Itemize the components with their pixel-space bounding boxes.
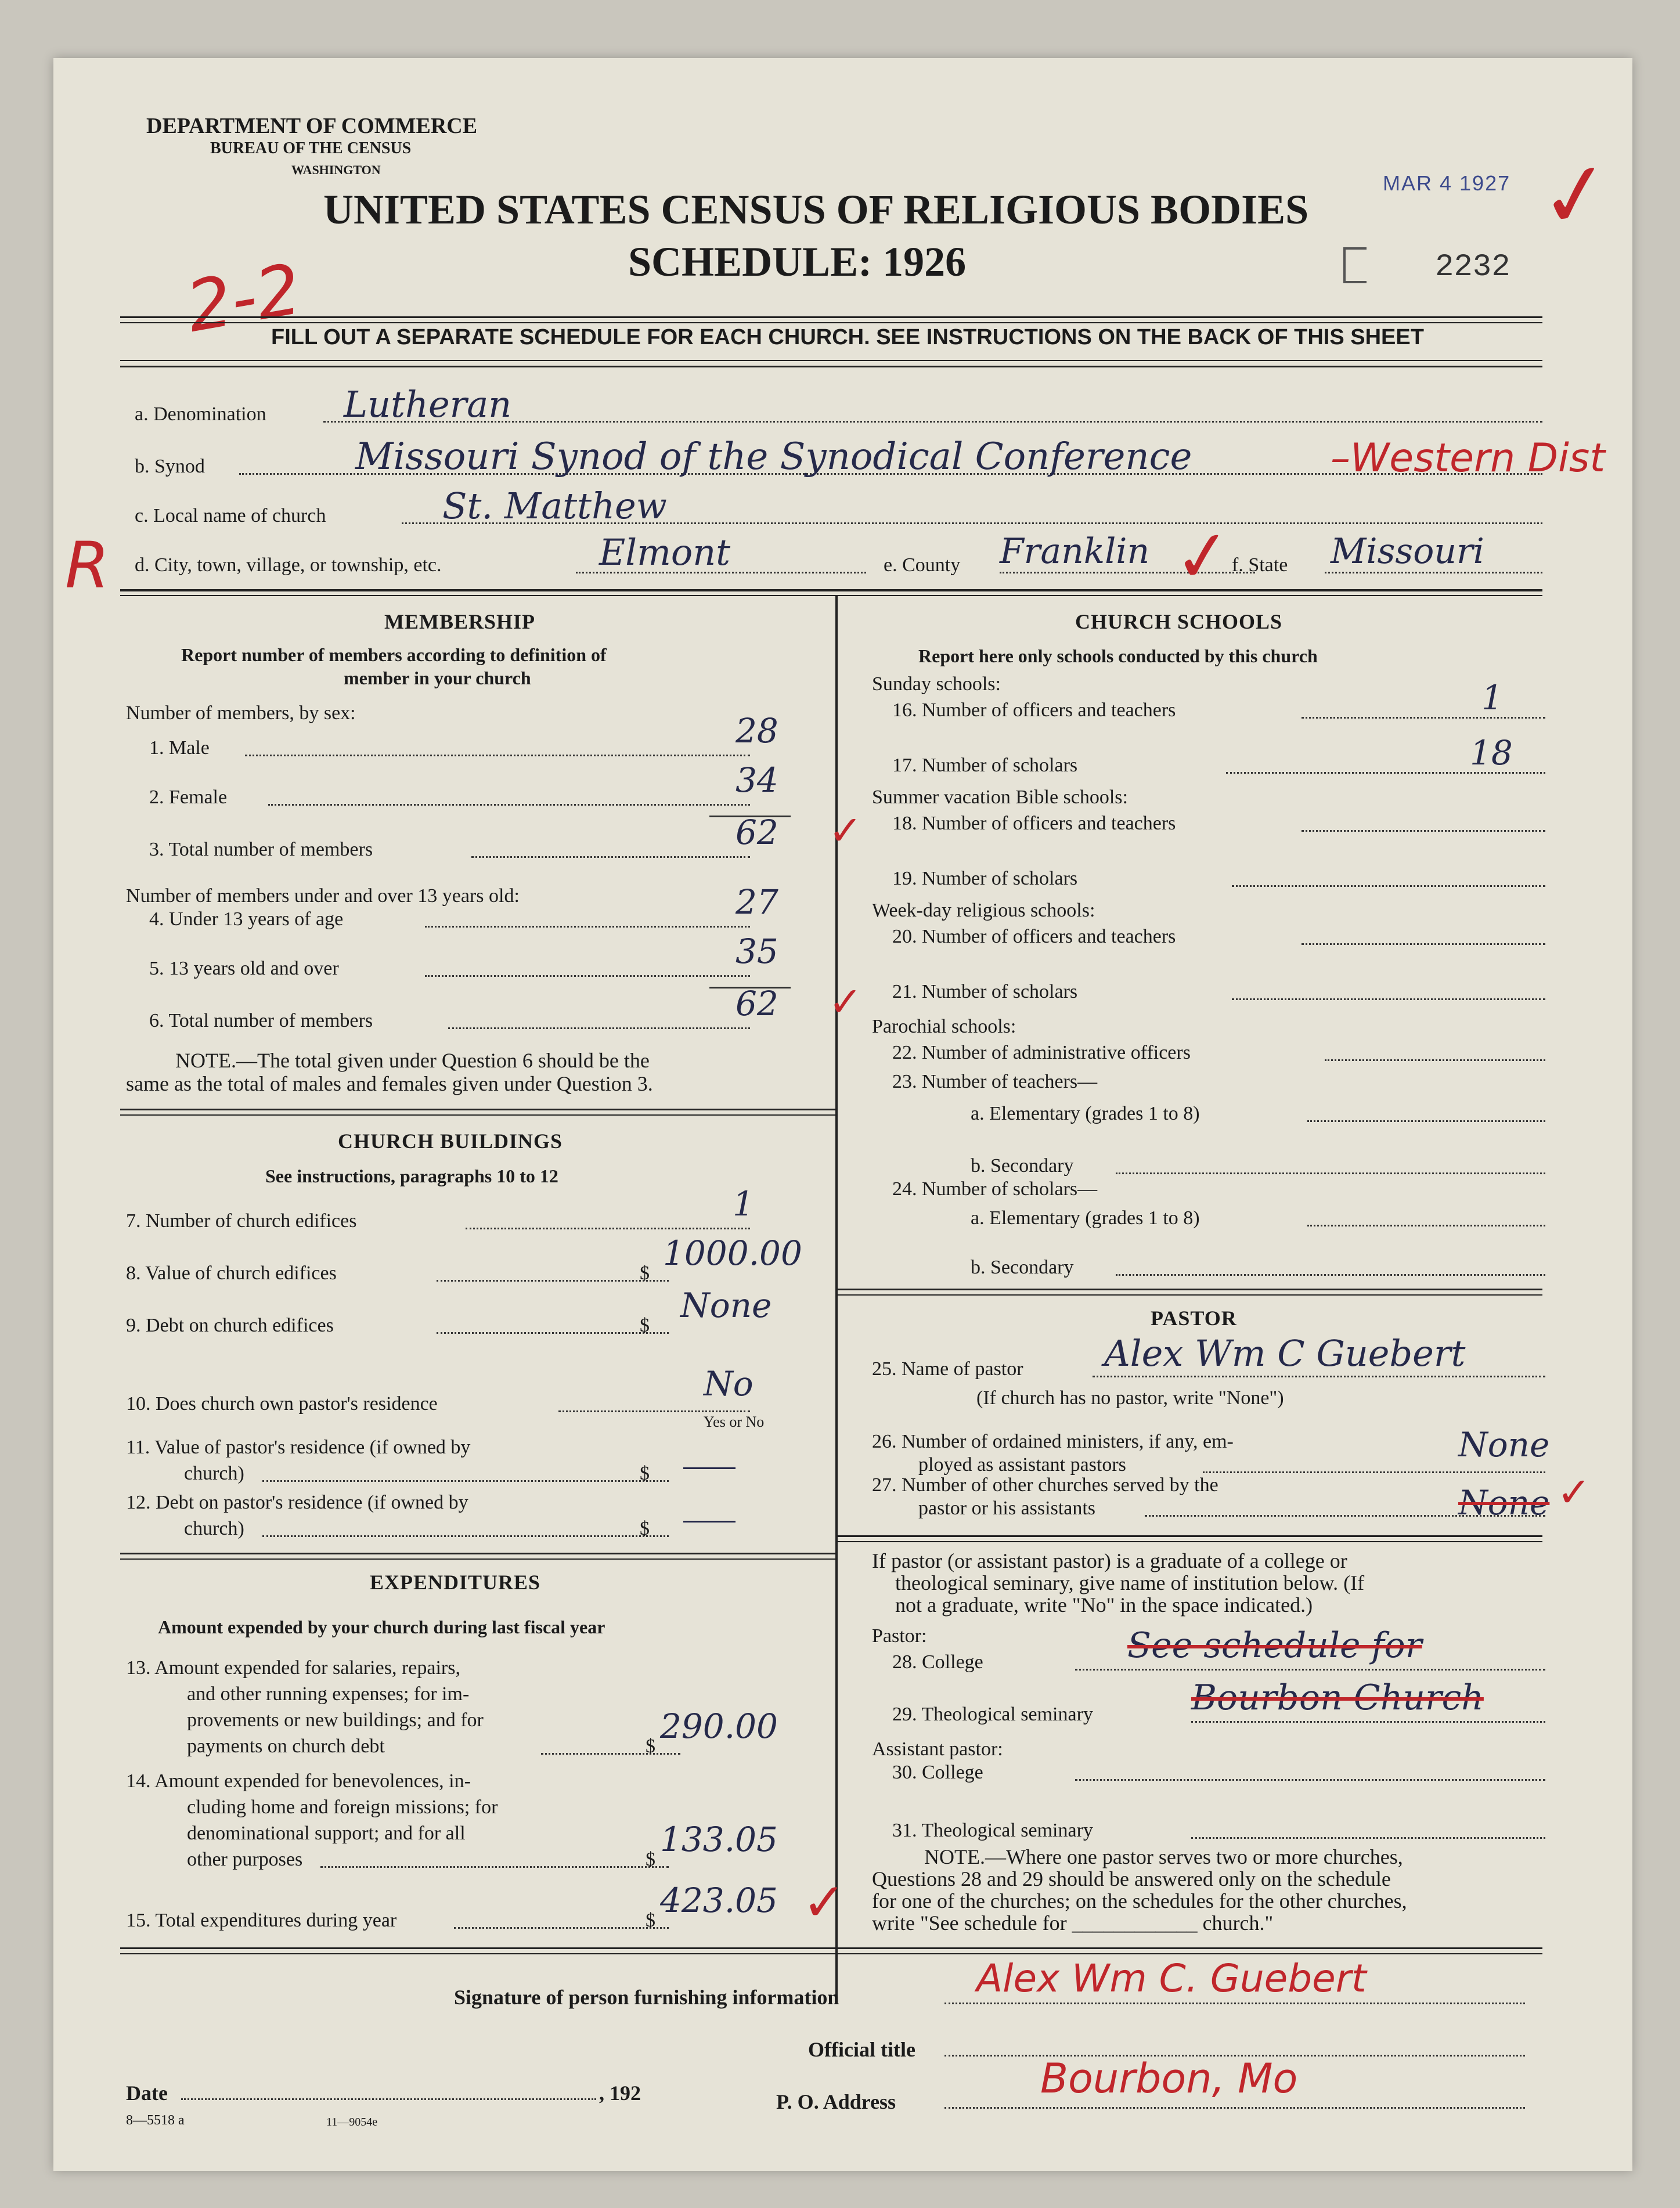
rule (838, 1535, 1542, 1537)
membership-note-1: NOTE.—The total given under Question 6 should be the (175, 1049, 650, 1072)
field-line (268, 804, 750, 806)
q10-value: No (704, 1364, 754, 1404)
q7-value: 1 (733, 1184, 754, 1224)
field-line (1075, 1669, 1545, 1671)
rule (120, 1114, 835, 1116)
rule (120, 589, 1542, 591)
sunday-schools-label: Sunday schools: (872, 673, 1001, 695)
county-value: Franklin (1000, 531, 1150, 572)
local-name-label: c. Local name of church (135, 505, 326, 526)
q23b-label: b. Secondary (971, 1155, 1074, 1177)
field-line (541, 1753, 680, 1755)
q14-value: 133.05 (660, 1820, 778, 1859)
field-line (1232, 885, 1545, 887)
graduate-note-3: not a graduate, write "No" in the space indicated.) (895, 1593, 1313, 1617)
q24a-label: a. Elementary (grades 1 to 8) (971, 1207, 1200, 1229)
rule (120, 322, 1542, 323)
pastor-note-1: NOTE.—Where one pastor serves two or more churches, (924, 1845, 1403, 1868)
age-group-label: Number of members under and over 13 years old: (126, 885, 520, 907)
field-line (1191, 1721, 1545, 1723)
q4-value: 27 (736, 882, 778, 922)
q23-label: 23. Number of teachers— (892, 1071, 1098, 1092)
field-line (944, 2003, 1525, 2004)
q13-label: 13. Amount expended for salaries, repairs, (126, 1657, 460, 1679)
q3-value: 62 (736, 813, 778, 852)
received-date-stamp: MAR 4 1927 (1383, 171, 1511, 195)
q6-label: 6. Total number of members (149, 1010, 373, 1031)
q26-label: 26. Number of ordained ministers, if any, em- (872, 1431, 1234, 1452)
q13-label-2: and other running expenses; for im- (187, 1683, 470, 1705)
state-value: Missouri (1331, 531, 1484, 572)
q12-label: 12. Debt on pastor's residence (if owned by (126, 1492, 468, 1513)
annotation-2-2: 2-2 (181, 249, 307, 348)
q22-label: 22. Number of administrative officers (892, 1042, 1191, 1063)
schedule-title: SCHEDULE: 1926 (628, 239, 967, 285)
field-line (262, 1480, 669, 1482)
q15-label: 15. Total expenditures during year (126, 1910, 397, 1931)
q9-label: 9. Debt on church edifices (126, 1315, 334, 1336)
q6-value: 62 (736, 984, 778, 1023)
pastor-note-2: Questions 28 and 29 should be answered only on the schedule (872, 1867, 1391, 1890)
pastor-note-4: write "See schedule for ____________ church." (872, 1911, 1274, 1935)
q8-label: 8. Value of church edifices (126, 1262, 337, 1284)
field-line (1116, 1172, 1545, 1174)
field-line (437, 1332, 669, 1334)
field-line (437, 1280, 669, 1282)
q13-label-4: payments on church debt (187, 1736, 385, 1757)
q1-value: 28 (736, 711, 778, 751)
q14-label-3: denominational support; and for all (187, 1823, 466, 1844)
schools-heading: CHURCH SCHOOLS (1075, 610, 1283, 633)
q13-value: 290.00 (660, 1706, 778, 1746)
schools-instruction: Report here only schools conducted by this church (918, 645, 1318, 666)
vacation-schools-label: Summer vacation Bible schools: (872, 786, 1128, 808)
q9-dollar: $ (640, 1315, 650, 1336)
q27-checkmark: ✓ (1557, 1469, 1591, 1516)
field-line (558, 1410, 750, 1412)
q8-dollar: $ (640, 1262, 650, 1284)
yes-or-no-hint: Yes or No (704, 1413, 765, 1430)
county-label: e. County (884, 554, 961, 576)
bureau-label: BUREAU OF THE CENSUS (210, 139, 412, 157)
field-line (1191, 1837, 1545, 1839)
field-line (1302, 717, 1545, 719)
washington-label: WASHINGTON (291, 163, 381, 177)
field-line (1232, 998, 1545, 1000)
q1-label: 1. Male (149, 737, 210, 759)
membership-instruction: Report number of members according to definition of (181, 644, 607, 665)
form-number: 8—5518 a (126, 2113, 185, 2128)
field-line (320, 1866, 669, 1868)
q4-label: 4. Under 13 years of age (149, 908, 344, 930)
field-line (1325, 1059, 1545, 1061)
field-line (262, 1535, 669, 1537)
po-address-label: P. O. Address (776, 2090, 896, 2113)
q11-dollar: $ (640, 1463, 650, 1484)
expenditures-heading: EXPENDITURES (370, 1571, 541, 1594)
synod-correction: –Western Dist (1331, 435, 1606, 481)
q14-dollar: $ (646, 1849, 655, 1870)
q20-label: 20. Number of officers and teachers (892, 926, 1176, 947)
date-year-prefix: , 192 (599, 2081, 641, 2105)
q12-label-cont: church) (184, 1518, 244, 1539)
q11-label: 11. Value of pastor's residence (if owned by (126, 1437, 471, 1458)
q6-checkmark: ✓ (828, 978, 863, 1026)
field-line (1302, 830, 1545, 832)
buildings-instruction: See instructions, paragraphs 10 to 12 (265, 1166, 558, 1186)
q28-value: See schedule for (1127, 1625, 1422, 1666)
q5-value: 35 (736, 932, 778, 971)
q31-label: 31. Theological seminary (892, 1820, 1093, 1841)
q16-value: 1 (1481, 678, 1503, 717)
q7-label: 7. Number of church edifices (126, 1210, 357, 1232)
graduate-note-2: theological seminary, give name of institution below. (If (895, 1571, 1365, 1594)
q17-value: 18 (1470, 733, 1513, 773)
field-line (1116, 1274, 1545, 1276)
q11-label-cont: church) (184, 1463, 244, 1484)
q26-value: None (1458, 1425, 1550, 1464)
members-by-sex-label: Number of members, by sex: (126, 702, 356, 724)
serial-number: 2232 (1435, 250, 1510, 285)
po-address-value: Bourbon, Mo (1040, 2055, 1298, 2102)
membership-heading: MEMBERSHIP (384, 610, 536, 633)
buildings-heading: CHURCH BUILDINGS (338, 1130, 563, 1153)
membership-instruction-2: member in your church (344, 668, 531, 688)
stamp-bracket (1343, 247, 1367, 283)
field-line (454, 1927, 669, 1929)
parochial-schools-label: Parochial schools: (872, 1016, 1016, 1037)
field-line (1325, 572, 1542, 573)
weekday-schools-label: Week-day religious schools: (872, 900, 1095, 921)
q12-dollar: $ (640, 1518, 650, 1539)
q17-label: 17. Number of scholars (892, 755, 1078, 776)
pastor-subheading: Pastor: (872, 1625, 927, 1647)
department-label: DEPARTMENT OF COMMERCE (146, 114, 478, 138)
q27-label-2: pastor or his assistants (918, 1498, 1096, 1519)
field-line (425, 975, 750, 977)
q25-label: 25. Name of pastor (872, 1358, 1023, 1380)
state-label: f. State (1232, 554, 1288, 576)
q14-label: 14. Amount expended for benevolences, in- (126, 1770, 471, 1792)
q9-value: None (680, 1286, 772, 1325)
print-number: 11—9054e (326, 2116, 378, 2128)
field-line (1093, 1376, 1545, 1377)
rule (120, 1558, 835, 1560)
field-line (181, 2098, 596, 2100)
rule (120, 1947, 1542, 1949)
q30-label: 30. College (892, 1762, 983, 1783)
q11-dash (683, 1467, 736, 1469)
q2-label: 2. Female (149, 786, 228, 808)
rule (120, 1109, 835, 1110)
rule (120, 360, 1542, 361)
q28-label: 28. College (892, 1651, 983, 1673)
local-name-value: St. Matthew (442, 485, 667, 527)
checkmark-top-right: ✓ (1533, 140, 1620, 251)
county-checkmark: ✓ (1170, 514, 1236, 600)
census-form-page (53, 58, 1632, 2171)
synod-value: Missouri Synod of the Synodical Conference (355, 435, 1192, 478)
rule (120, 1553, 835, 1554)
q2-value: 34 (736, 760, 778, 800)
field-line (425, 926, 750, 928)
field-line (466, 1228, 750, 1229)
form-title: UNITED STATES CENSUS OF RELIGIOUS BODIES (323, 186, 1309, 233)
date-label: Date (126, 2081, 168, 2105)
rule (120, 1953, 1542, 1954)
q27-value: None (1458, 1483, 1550, 1522)
signature-label: Signature of person furnishing information (454, 1986, 839, 2009)
field-line (448, 1027, 750, 1029)
q15-checkmark: ✓ (802, 1872, 846, 1933)
synod-label: b. Synod (135, 456, 205, 477)
rule (838, 1294, 1542, 1296)
q23a-label: a. Elementary (grades 1 to 8) (971, 1103, 1200, 1124)
field-line (245, 755, 750, 756)
pastor-note-3: for one of the churches; on the schedules for the other churches, (872, 1889, 1407, 1913)
q18-label: 18. Number of officers and teachers (892, 813, 1176, 834)
instruction-banner: FILL OUT A SEPARATE SCHEDULE FOR EACH CHURCH. SEE INSTRUCTIONS ON THE BACK OF THIS SHEET (271, 325, 1424, 349)
rule (120, 316, 1542, 318)
q3-checkmark: ✓ (828, 807, 863, 854)
field-line (944, 2107, 1525, 2109)
rule (120, 595, 1542, 596)
q24-label: 24. Number of scholars— (892, 1178, 1098, 1200)
field-line (471, 856, 750, 858)
city-label: d. City, town, village, or township, etc. (135, 554, 442, 576)
rule (838, 1541, 1542, 1542)
q29-value: Bourbon Church (1191, 1677, 1484, 1718)
column-divider (835, 595, 838, 2000)
field-line (1075, 1779, 1545, 1781)
annotation-r: R (65, 528, 110, 602)
denomination-value: Lutheran (344, 383, 512, 425)
official-title-label: Official title (808, 2038, 915, 2061)
q21-label: 21. Number of scholars (892, 981, 1078, 1002)
field-line (1307, 1225, 1545, 1226)
rule (838, 1289, 1542, 1290)
q8-value: 1000.00 (663, 1233, 802, 1273)
q25-value: Alex Wm C Guebert (1104, 1332, 1466, 1374)
field-line (1307, 1120, 1545, 1122)
q5-label: 5. 13 years old and over (149, 958, 339, 979)
q14-label-4: other purposes (187, 1849, 303, 1870)
q16-label: 16. Number of officers and teachers (892, 699, 1176, 721)
q12-dash (683, 1521, 736, 1522)
q26-label-2: ployed as assistant pastors (918, 1454, 1126, 1475)
city-value: Elmont (599, 531, 731, 573)
q25-hint: (If church has no pastor, write "None") (976, 1387, 1284, 1409)
signature-value: Alex Wm C. Guebert (976, 1956, 1367, 2001)
q3-label: 3. Total number of members (149, 839, 373, 860)
membership-note-2: same as the total of males and females given under Question 3. (126, 1072, 653, 1095)
rule (120, 366, 1542, 367)
denomination-label: a. Denomination (135, 403, 266, 425)
expenditures-instruction: Amount expended by your church during last fiscal year (158, 1617, 605, 1637)
q27-label: 27. Number of other churches served by the (872, 1474, 1218, 1496)
q15-value: 423.05 (660, 1881, 778, 1920)
field-line (1302, 943, 1545, 945)
q13-label-3: provements or new buildings; and for (187, 1709, 484, 1731)
graduate-note-1: If pastor (or assistant pastor) is a graduate of a college or (872, 1549, 1347, 1572)
q19-label: 19. Number of scholars (892, 868, 1078, 889)
q24b-label: b. Secondary (971, 1257, 1074, 1278)
q29-label: 29. Theological seminary (892, 1704, 1093, 1725)
q14-label-2: cluding home and foreign missions; for (187, 1796, 498, 1818)
q10-label: 10. Does church own pastor's residence (126, 1393, 438, 1415)
field-line (1203, 1471, 1545, 1473)
q15-dollar: $ (646, 1910, 655, 1931)
pastor-heading: PASTOR (1151, 1307, 1237, 1330)
assistant-pastor-subheading: Assistant pastor: (872, 1738, 1003, 1760)
q13-dollar: $ (646, 1736, 655, 1757)
